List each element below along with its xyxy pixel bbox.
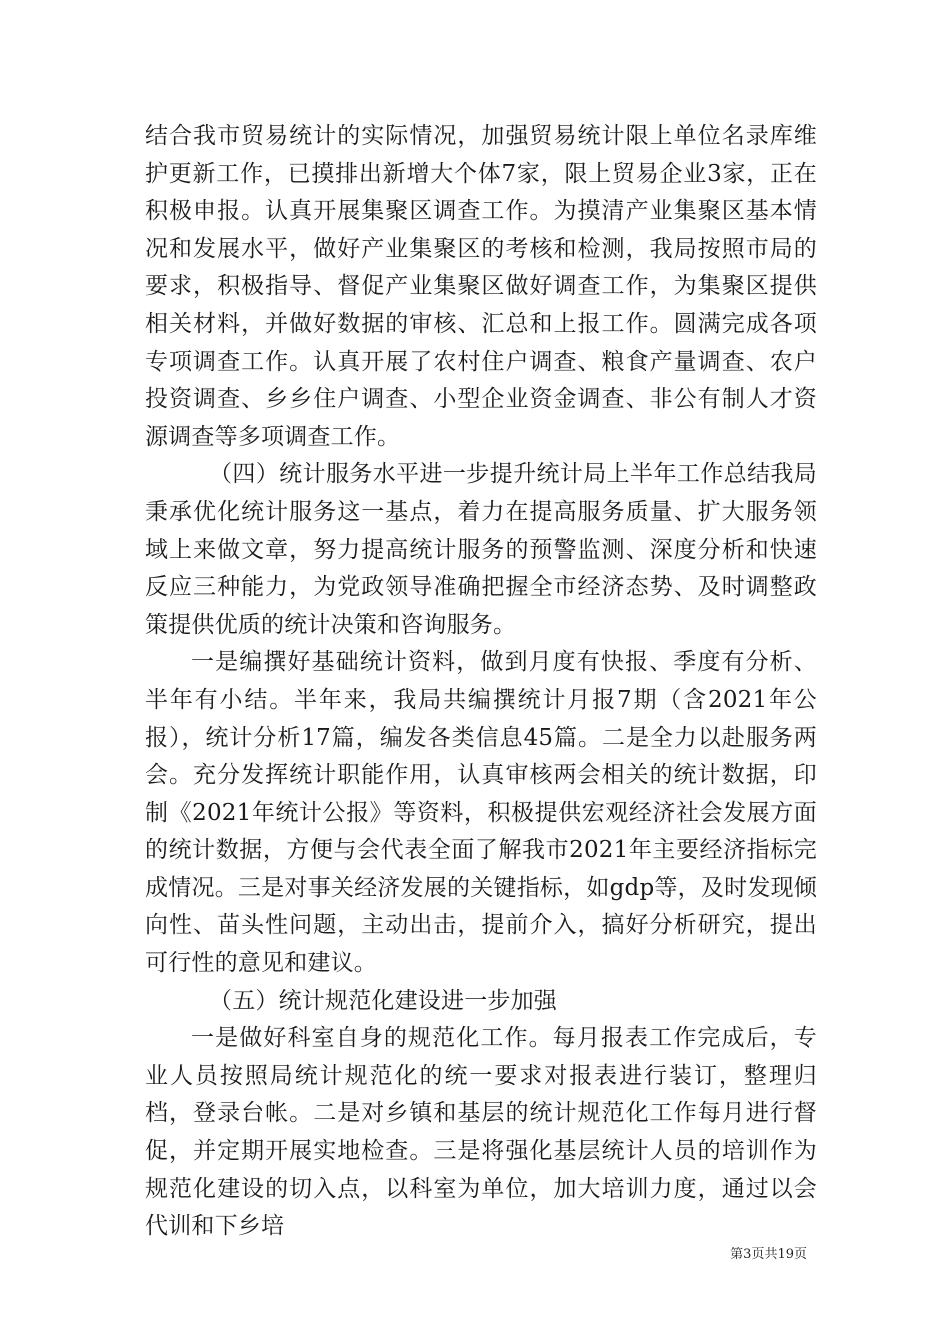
section-five-heading: （五）统计规范化建设进一步加强 xyxy=(209,987,557,1014)
document-body xyxy=(145,118,817,1246)
paragraph-statistics-materials: 一是编撰好基础统计资料，做到月度有快报、季度有分析、半年有小结。半年来，我局共编撰统计月报7期（含2021年公报），统计分析17篇，编发各类信息45篇。二是全力以赴服务两会。充分发挥统计职能作用，认真审核两会相关的统计数据，印制《2021年统计公报》等资料，积极提供宏观经济社会发展方面的统计数据，方便与会代表全面了解我市2021年主要经济指标完成情况。三是对事关经济发展的关键指标，如gdp等，及时发现倾向性、苗头性问题，主动出击，提前介入，搞好分析研究，提出可行性的意见和建议。 xyxy=(145,649,817,977)
paragraph-standardization: 一是做好科室自身的规范化工作。每月报表工作完成后，专业人员按照局统计规范化的统一要求对报表进行装订，整理归档，登录台帐。二是对乡镇和基层的统计规范化工作每月进行督促，并定期开展实地检查。三是将强化基层统计人员的培训作为规范化建设的切入点，以科室为单位，加大培训力度，通过以会代训和下乡培 xyxy=(145,1025,817,1240)
paragraph-trade-survey: 结合我市贸易统计的实际情况，加强贸易统计限上单位名录库维护更新工作，已摸排出新增大个体7家，限上贸易企业3家，正在积极申报。认真开展集聚区调查工作。为摸清产业集聚区基本情况和发展水平，做好产业集聚区的考核和检测，我局按照市局的要求，积极指导、督促产业集聚区做好调查工作，为集聚区提供相关材料，并做好数据的审核、汇总和上报工作。圆满完成各项专项调查工作。认真开展了农村住户调查、粮食产量调查、农户投资调查、乡乡住户调查、小型企业资金调查、非公有制人才资源调查等多项调查工作。 xyxy=(145,123,817,450)
page-number: 第3页共19页 xyxy=(730,1247,807,1262)
paragraph-section-four: （四）统计服务水平进一步提升统计局上半年工作总结我局秉承优化统计服务这一基点，着力在提高服务质量、扩大服务领域上来做文章，努力提高统计服务的预警监测、深度分析和快速反应三种能力，为党政领导准确把握全市经济态势、及时调整政策提供优质的统计决策和咨询服务。 xyxy=(145,461,817,638)
